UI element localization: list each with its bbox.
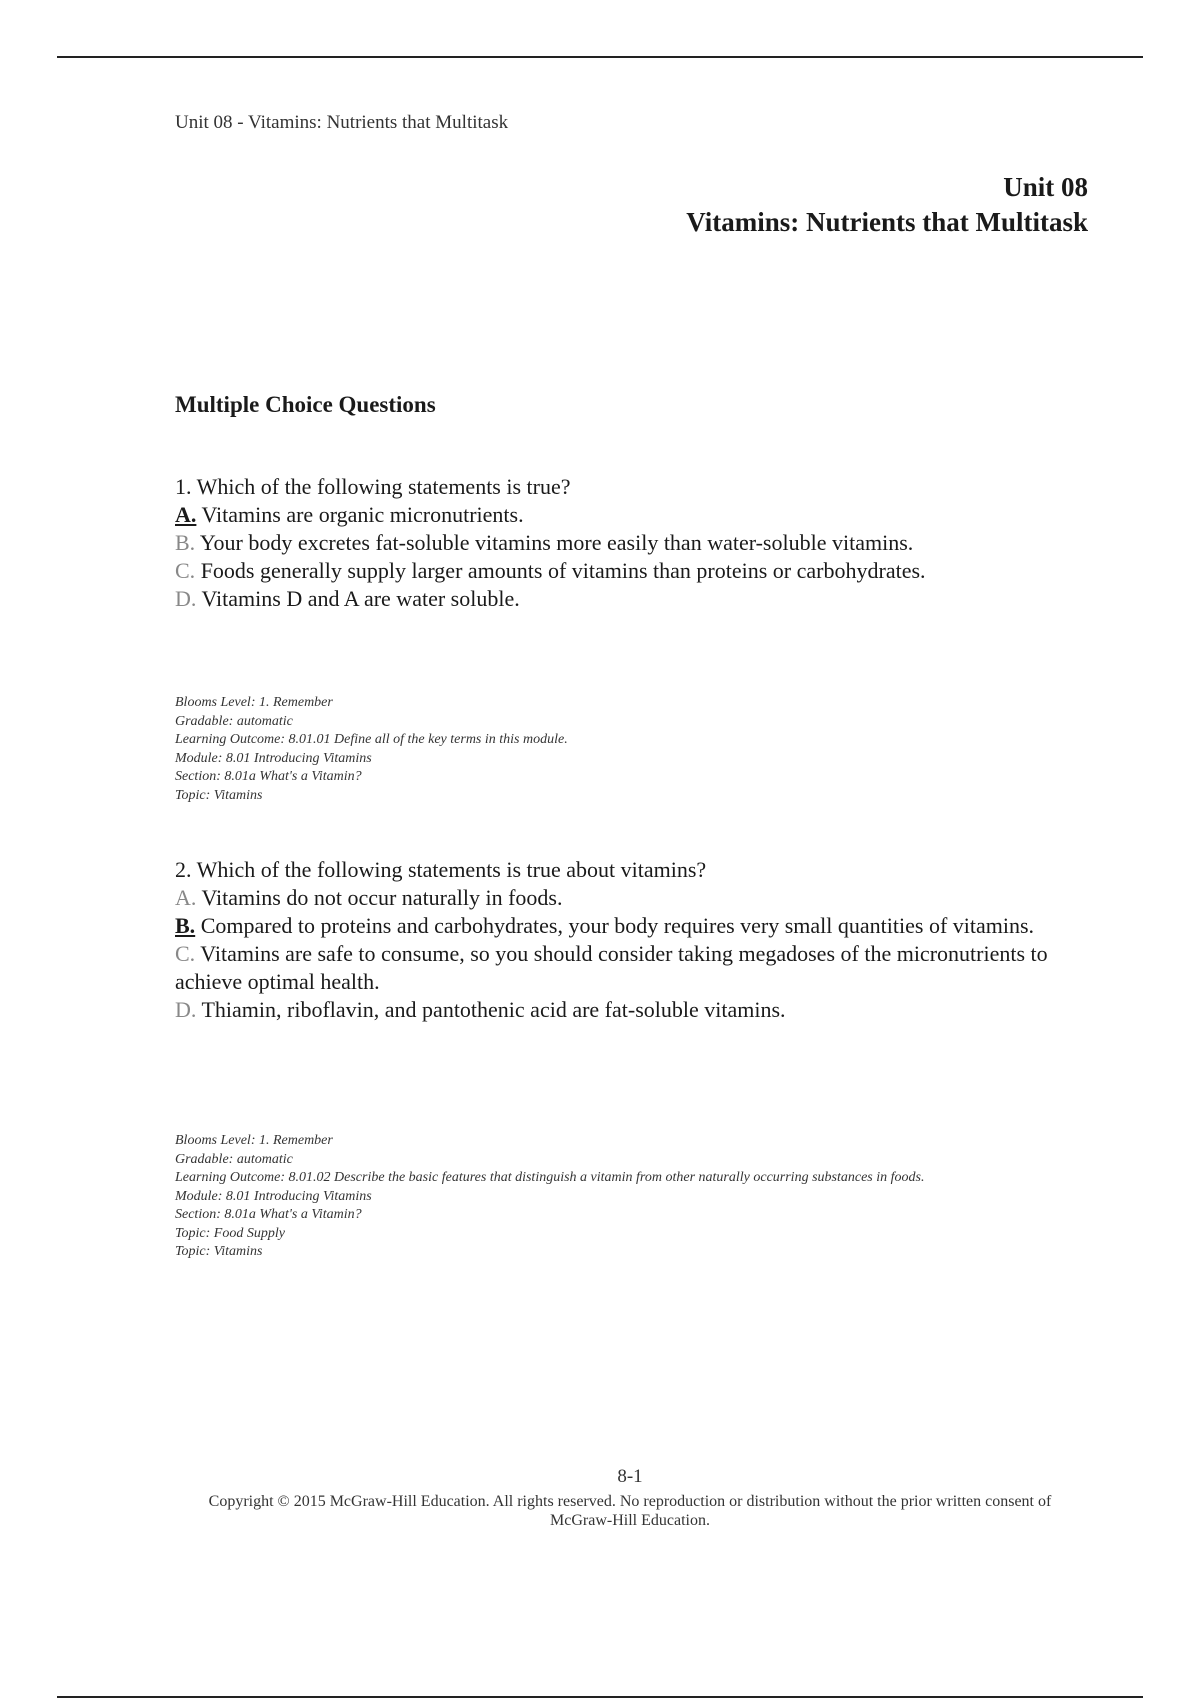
meta-section: Section: 8.01a What's a Vitamin? [175,769,362,784]
answer-choice-c [175,940,1055,996]
meta-section: Section: 8.01a What's a Vitamin? [175,1207,362,1222]
choice-text: Vitamins are organic micronutrients. [196,502,524,527]
meta-topic: Topic: Vitamins [175,787,263,803]
meta-gradable: Gradable: automatic [175,713,293,729]
meta-module: Module: 8.01 Introducing Vitamins [175,1188,372,1204]
page-footer [0,1466,1200,1530]
page-title [686,170,1088,240]
meta-gradable: Gradable: automatic [175,1151,293,1167]
meta-module: Module: 8.01 Introducing Vitamins [175,750,372,766]
top-rule [57,56,1143,58]
bottom-rule [57,1696,1143,1698]
choice-letter: A. [175,502,197,527]
choice-text: Foods generally supply larger amounts of vitamins than proteins or carbohydrates. [195,558,926,583]
unit-number: Unit 08 [1003,172,1088,202]
copyright-notice: Copyright © 2015 McGraw-Hill Education. All rights reserved. No reproduction or distribution without the prior written consent of McGraw-Hill Education. [208,1493,1052,1529]
question-1 [175,473,1055,613]
choice-text: Thiamin, riboflavin, and pantothenic acid are fat-soluble vitamins. [196,997,786,1022]
choice-letter: A. [175,885,197,910]
meta-blooms: Blooms Level: 1. Remember [175,695,333,710]
choice-text: Vitamins do not occur naturally in foods. [196,885,563,910]
meta-learning-outcome: Learning Outcome: 8.01.02 Describe the basic features that distinguish a vitamin from other naturally occurring substances in foods. [175,1170,925,1185]
running-header: Unit 08 - Vitamins: Nutrients that Multitask [175,112,509,133]
unit-name: Vitamins: Nutrients that Multitask [686,207,1088,237]
meta-topic: Topic: Food Supply [175,1225,285,1241]
choice-letter: D. [175,586,197,611]
choice-text: Your body excretes fat-soluble vitamins more easily than water-soluble vitamins. [195,530,914,555]
question-1-metadata [175,694,1075,805]
section-heading: Multiple Choice Questions [175,392,436,417]
question-stem: 2. Which of the following statements is true about vitamins? [175,857,707,882]
choice-letter: B. [175,913,196,938]
answer-choice-a [175,501,1055,529]
answer-choice-c [175,557,1055,585]
answer-choice-a [175,884,1055,912]
choice-letter: C. [175,558,196,583]
question-stem: 1. Which of the following statements is true? [175,474,571,499]
meta-blooms: Blooms Level: 1. Remember [175,1133,333,1148]
meta-learning-outcome: Learning Outcome: 8.01.01 Define all of the key terms in this module. [175,732,568,747]
choice-letter: B. [175,530,196,555]
choice-letter: C. [175,941,196,966]
question-2 [175,856,1055,1024]
answer-choice-d [175,585,1055,613]
choice-text: Vitamins D and A are water soluble. [196,586,520,611]
answer-choice-b [175,529,1055,557]
choice-letter: D. [175,997,197,1022]
answer-choice-d [175,996,1055,1024]
page-number: 8-1 [617,1466,643,1487]
choice-text: Vitamins are safe to consume, so you should consider taking megadoses of the micronutrients to achieve optimal health. [175,941,1048,994]
meta-topic: Topic: Vitamins [175,1244,263,1259]
choice-text: Compared to proteins and carbohydrates, your body requires very small quantities of vitamins. [195,913,1035,938]
question-2-metadata [175,1132,1075,1262]
answer-choice-b [175,912,1055,940]
